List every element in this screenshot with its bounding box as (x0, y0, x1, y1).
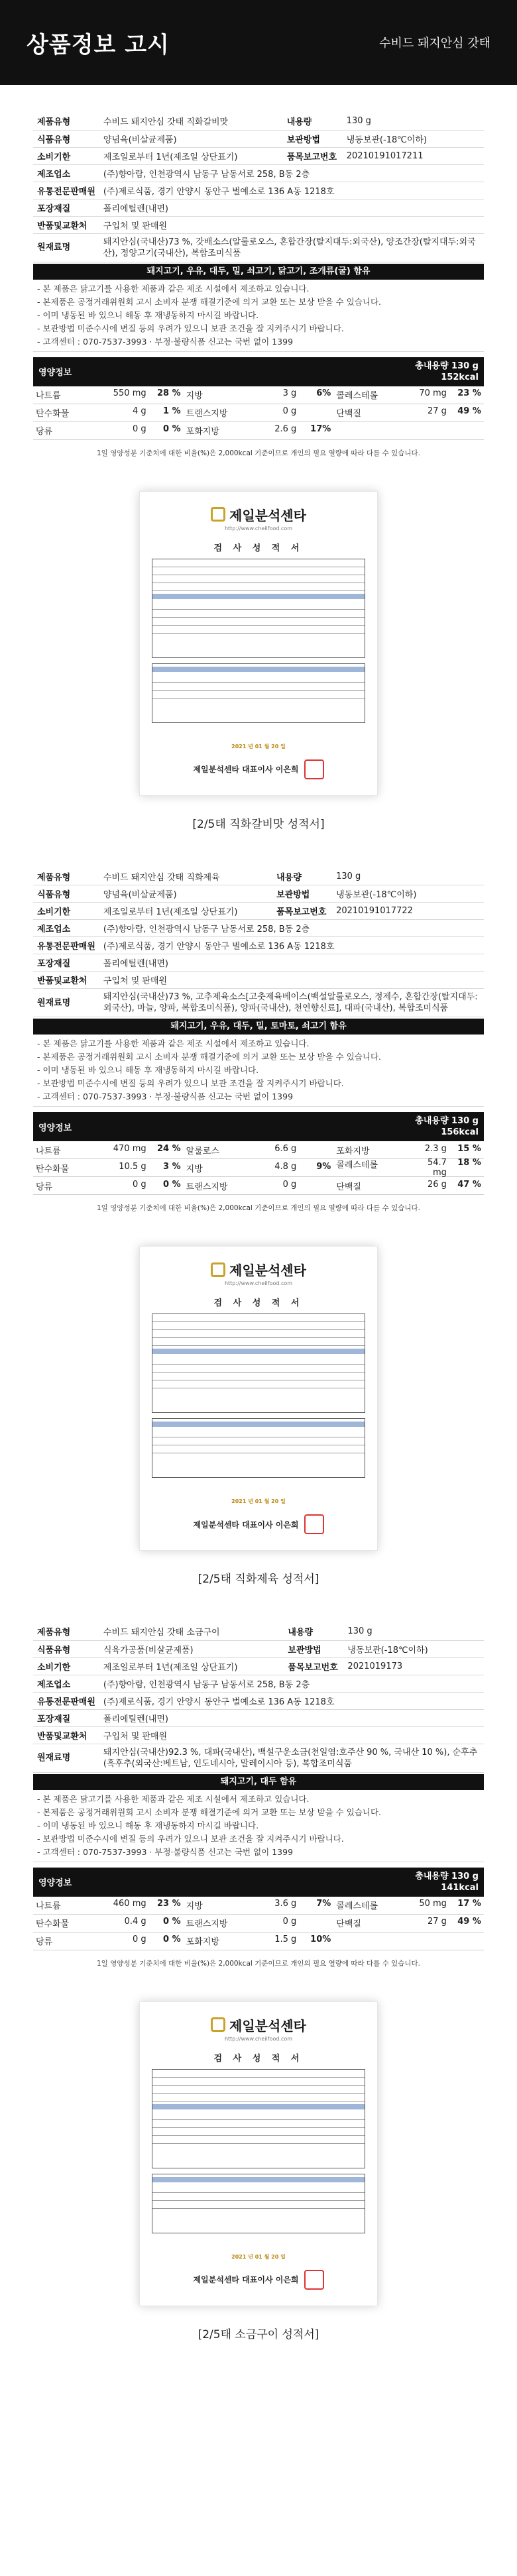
nutrient-percent (302, 406, 331, 419)
info-value: (주)제로식품, 경기 안양시 동안구 벌예소로 136 A동 1218호 (99, 1692, 484, 1709)
nutrient-percent: 28 % (156, 388, 181, 398)
certificate-table (152, 1314, 365, 1413)
nutrient-amount: 0 g (132, 1179, 146, 1190)
lab-logo-icon (211, 507, 225, 522)
nutrition-header (33, 1112, 484, 1141)
nutrient-amount: 70 mg (419, 388, 447, 398)
info-row (33, 1640, 484, 1657)
nutrient-percent: 17% (310, 424, 331, 434)
info-row (33, 1744, 484, 1772)
nutrient-name: 포화지방 (186, 1937, 219, 1947)
product-section (0, 831, 517, 1587)
info-label: 보관방법 (283, 130, 343, 147)
nutrient-percent: 0 % (163, 424, 181, 434)
certificate-results-table (152, 1418, 365, 1478)
caution-note: - 이미 냉동된 바 있으니 해동 후 재냉동하지 마시길 바랍니다. (37, 1819, 484, 1832)
nutrient-name: 포화지방 (186, 427, 219, 437)
info-label: 유통전문판매원 (33, 937, 99, 954)
nutrient-percent (302, 1180, 331, 1192)
nutrition-row (33, 1141, 484, 1159)
nutrient-amount: 27 g (427, 1917, 447, 1927)
page-header (0, 0, 517, 85)
info-label: 제품유형 (33, 868, 99, 885)
nutrition-kcal: 141kcal (441, 1882, 479, 1893)
nutrition-cell (184, 1162, 334, 1174)
nutrient-amount: 10.5 g (119, 1161, 146, 1172)
nutrition-header (33, 1868, 484, 1897)
info-row (33, 1623, 484, 1640)
nutrient-name: 나트륨 (36, 391, 61, 401)
nutrition-cell (333, 1144, 484, 1156)
product-info-table (33, 113, 484, 262)
nutrition-row (33, 386, 484, 404)
info-label: 원재료명 (33, 989, 99, 1017)
info-row (33, 1657, 484, 1675)
nutrient-amount: 0 g (132, 424, 146, 434)
certificate-date: 2021 년 01 월 20 일 (231, 2253, 286, 2260)
nutrition-cell (184, 1917, 334, 1929)
nutrition-header (33, 357, 484, 386)
nutrition-cell (184, 1934, 334, 1947)
info-row (33, 147, 484, 164)
nutrient-name: 당류 (36, 427, 53, 437)
lab-logo (152, 505, 365, 524)
info-row (33, 1709, 484, 1726)
nutrition-cell (33, 1144, 184, 1156)
lab-name: 제일분석센타 (229, 507, 306, 524)
nutrient-amount: 2.6 g (274, 424, 297, 434)
nutrient-percent: 0 % (163, 1179, 181, 1190)
lab-url: http://www.cheilfood.com (224, 1280, 293, 1286)
seal-stamp-icon (304, 759, 324, 779)
info-value: 2021019173 (343, 1657, 484, 1675)
info-label: 반품및교환처 (33, 972, 99, 989)
info-row (33, 989, 484, 1017)
info-row (33, 130, 484, 147)
nutrition-cell (184, 424, 334, 437)
info-row (33, 868, 484, 885)
info-value: (주)향아람, 인천광역시 남동구 남동서로 258, B동 2층 (99, 920, 484, 937)
certificate-signature (152, 1514, 365, 1534)
nutrient-percent: 0 % (163, 1934, 181, 1944)
nutrient-name: 나트륨 (36, 1901, 61, 1911)
certificate-wrapper (33, 491, 484, 796)
nutrition-row (33, 422, 484, 440)
info-label: 유통전문판매원 (33, 1692, 99, 1709)
certificate-table (152, 559, 365, 658)
nutrient-amount: 550 mg (113, 388, 146, 398)
caution-notes (33, 1790, 484, 1862)
info-value: 구입처 및 판매원 (99, 972, 484, 989)
info-value: 130 g (343, 1623, 484, 1640)
nutrition-row (33, 1915, 484, 1932)
info-label: 보관방법 (272, 885, 332, 903)
nutrient-percent: 49 % (457, 1917, 481, 1927)
nutrition-cell (33, 1899, 184, 1911)
lab-logo-icon (211, 1262, 225, 1277)
info-label: 제조업소 (33, 920, 99, 937)
info-value: 폴리에틸렌(내면) (99, 1709, 484, 1726)
info-row (33, 216, 484, 233)
nutrient-name: 당류 (36, 1182, 53, 1192)
nutrient-name: 알룰로스 (186, 1146, 219, 1156)
nutrition-total-amount: 총내용량 130 g (415, 1871, 479, 1881)
nutrition-total-amount: 총내용량 130 g (415, 361, 479, 371)
caution-note: - 본 제품은 닭고기를 사용한 제품과 같은 제조 시설에서 제조하고 있습니다. (37, 1793, 484, 1806)
nutrient-percent: 9% (316, 1161, 331, 1172)
nutrition-cell (333, 1899, 484, 1911)
info-value: (주)향아람, 인천광역시 남동구 남동서로 258, B동 2층 (99, 164, 484, 182)
lab-name: 제일분석센타 (229, 2017, 306, 2034)
nutrient-name: 단백질 (336, 409, 361, 419)
lab-logo-icon (211, 2017, 225, 2032)
info-label: 제품유형 (33, 1623, 99, 1640)
nutrient-amount: 3.6 g (274, 1899, 297, 1909)
info-row (33, 1692, 484, 1709)
nutrition-cell (333, 406, 484, 419)
nutrition-cell (333, 1180, 484, 1192)
nutrition-cell (33, 1162, 184, 1174)
info-value: 냉동보관(-18℃이하) (343, 130, 484, 147)
info-label: 내용량 (272, 868, 332, 885)
info-label: 내용량 (284, 1623, 343, 1640)
caution-notes (33, 1035, 484, 1107)
info-row (33, 954, 484, 972)
info-value: 제조일로부터 1년(제조일 상단표기) (99, 903, 272, 920)
info-label: 유통전문판매원 (33, 182, 99, 199)
info-label: 포장재질 (33, 199, 99, 216)
certificate-title: 검 사 성 적 서 (213, 1298, 304, 1308)
nutrition-row (33, 1897, 484, 1915)
nutrient-percent: 0 % (163, 1917, 181, 1927)
nutrient-amount: 0 g (132, 1934, 146, 1944)
nutrient-amount: 6.6 g (274, 1143, 297, 1154)
nutrition-total (415, 1115, 479, 1138)
certificate-date: 2021 년 01 월 20 일 (231, 743, 286, 750)
caution-note: - 본제품은 공정거래위원회 고시 소비자 분쟁 해결기준에 의거 교환 또는 보상 받을 수 있습니다. (37, 1806, 484, 1819)
info-value: 제조일로부터 1년(제조일 상단표기) (99, 1657, 284, 1675)
info-value: 폴리에틸렌(내면) (99, 954, 484, 972)
allergen-banner: 돼지고기, 우유, 대두, 밀, 토마토, 쇠고기 함유 (33, 1019, 484, 1035)
nutrient-percent: 17 % (457, 1899, 481, 1909)
lab-name: 제일분석센타 (229, 1262, 306, 1278)
lab-url: http://www.cheilfood.com (224, 525, 293, 532)
nutrition-cell (33, 1180, 184, 1192)
nutrient-amount: 460 mg (113, 1899, 146, 1909)
info-row (33, 972, 484, 989)
info-label: 소비기한 (33, 147, 99, 164)
caution-note: - 고객센터 : 070-7537-3993 · 부정·불량식품 신고는 국번 없이 1399 (37, 1090, 484, 1103)
nutrition-total (415, 1871, 479, 1893)
info-label: 제조업소 (33, 1675, 99, 1692)
info-row (33, 113, 484, 130)
nutrient-name: 트랜스지방 (186, 409, 228, 419)
nutrient-amount: 1.5 g (274, 1934, 297, 1944)
nutrient-percent: 7% (316, 1899, 331, 1909)
info-value: 냉동보관(-18℃이하) (343, 1640, 484, 1657)
nutrition-row (33, 404, 484, 422)
nutrient-amount: 0 g (282, 1917, 297, 1927)
certificate-signer: 제일분석센타 대표이사 이은희 (193, 765, 299, 774)
nutrition-total (415, 361, 479, 383)
info-row (33, 182, 484, 199)
nutrient-amount: 470 mg (113, 1143, 146, 1154)
lab-url: http://www.cheilfood.com (224, 2035, 293, 2042)
nutrient-amount: 50 mg (419, 1899, 447, 1909)
nutrition-cell (184, 1180, 334, 1192)
certificate-table (152, 2069, 365, 2168)
nutrient-amount: 2.3 g (424, 1143, 447, 1154)
info-label: 반품및교환처 (33, 1726, 99, 1744)
nutrient-name: 탄수화물 (36, 1164, 70, 1174)
nutrient-percent: 10% (310, 1934, 331, 1944)
nutrition-title: 영양정보 (38, 1878, 72, 1888)
nutrition-footnote: 1일 영양성분 기준치에 대한 비율(%)은 2,000kcal 기준이므로 개인의 필요 열량에 따라 다를 수 있습니다. (97, 1204, 420, 1212)
info-value: 양념육(비살균제품) (99, 885, 272, 903)
nutrient-percent: 1 % (163, 406, 181, 416)
info-value: 수비드 돼지안심 갓태 직화갈비맛 (99, 113, 283, 130)
info-label: 보관방법 (284, 1640, 343, 1657)
nutrient-percent (302, 1917, 331, 1929)
seal-stamp-icon (304, 1514, 324, 1534)
nutrition-cell (333, 1158, 484, 1178)
info-row (33, 199, 484, 216)
info-label: 원재료명 (33, 233, 99, 262)
caution-note: - 이미 냉동된 바 있으니 해동 후 재냉동하지 마시길 바랍니다. (37, 1064, 484, 1077)
info-label: 제조업소 (33, 164, 99, 182)
lab-logo (152, 1260, 365, 1279)
nutrition-cell (33, 406, 184, 419)
nutrition-cell (33, 1934, 184, 1947)
info-value: 구입처 및 판매원 (99, 216, 484, 233)
info-label: 제품유형 (33, 113, 99, 130)
nutrition-footnote: 1일 영양성분 기준치에 대한 비율(%)은 2,000kcal 기준이므로 개인의 필요 열량에 따라 다를 수 있습니다. (97, 1959, 420, 1968)
nutrition-title: 영양정보 (38, 1123, 72, 1133)
nutrition-cell (333, 1917, 484, 1929)
caution-note: - 보관방법 미준수시에 변질 등의 우려가 있으니 보관 조건을 잘 지켜주시기 바랍니다. (37, 1832, 484, 1846)
info-value: 20210191017211 (343, 147, 484, 164)
ingredients-value: 돼지안심(국내산)92.3 %, 대파(국내산), 백설구운소금(천일염:호주산 90 %, 국내산 10 %), 순후추(흑후추(외국산:베트남, 인도네시아, 말레이시아 등), 복합조미식품 (99, 1744, 484, 1772)
nutrition-cell (184, 1144, 334, 1156)
nutrition-row (33, 1177, 484, 1195)
product-section (0, 85, 517, 831)
nutrition-cell (33, 424, 184, 437)
info-label: 소비기한 (33, 1657, 99, 1675)
nutrient-percent: 47 % (457, 1179, 481, 1190)
info-label: 식품유형 (33, 885, 99, 903)
nutrient-amount: 0 g (282, 1179, 297, 1190)
nutrient-percent: 6% (316, 388, 331, 398)
caution-note: - 본 제품은 닭고기를 사용한 제품과 같은 제조 시설에서 제조하고 있습니다. (37, 1037, 484, 1050)
nutrition-cell (333, 388, 484, 401)
info-row (33, 164, 484, 182)
info-label: 반품및교환처 (33, 216, 99, 233)
nutrient-name: 콜레스테롤 (336, 391, 378, 401)
certificate-results-table (152, 663, 365, 723)
nutrient-name: 콜레스테롤 (336, 1901, 378, 1911)
certificate-wrapper (33, 1246, 484, 1551)
allergen-banner: 돼지고기, 우유, 대두, 밀, 쇠고기, 닭고기, 조개류(굴) 함유 (33, 264, 484, 280)
nutrient-name: 콜레스테롤 (336, 1160, 378, 1170)
certificate-title: 검 사 성 적 서 (213, 2053, 304, 2064)
caution-note: - 보관방법 미준수시에 변질 등의 우려가 있으니 보관 조건을 잘 지켜주시기 바랍니다. (37, 322, 484, 335)
caution-note: - 본제품은 공정거래위원회 고시 소비자 분쟁 해결기준에 의거 교환 또는 보상 받을 수 있습니다. (37, 1050, 484, 1064)
nutrition-row (33, 1932, 484, 1950)
info-label: 품목보고번호 (283, 147, 343, 164)
info-value: (주)제로식품, 경기 안양시 동안구 벌예소로 136 A동 1218호 (99, 182, 484, 199)
nutrient-amount: 0 g (282, 406, 297, 416)
certificate-title: 검 사 성 적 서 (213, 543, 304, 553)
info-label: 소비기한 (33, 903, 99, 920)
nutrient-amount: 4 g (132, 406, 146, 416)
seal-stamp-icon (304, 2270, 324, 2290)
caution-note: - 고객센터 : 070-7537-3993 · 부정·불량식품 신고는 국번 없이 1399 (37, 335, 484, 349)
info-label: 품목보고번호 (284, 1657, 343, 1675)
ingredients-value: 돼지안심(국내산)73 %, 갓배소스(알룰로오스, 혼합간장(탈지대두:외국산), 양조간장(탈지대두:외국산), 정양고기(국내산), 복합조미식품 (99, 233, 484, 262)
nutrition-title: 영양정보 (38, 368, 72, 378)
product-info-table (33, 868, 484, 1018)
test-certificate-image (139, 1246, 378, 1551)
product-info-table (33, 1623, 484, 1773)
info-label: 포장재질 (33, 954, 99, 972)
nutrient-amount: 26 g (427, 1179, 447, 1190)
info-value: 수비드 돼지안심 갓태 소금구이 (99, 1623, 284, 1640)
nutrient-name: 지방 (186, 1901, 203, 1911)
info-value: 130 g (332, 868, 484, 885)
caution-note: - 본제품은 공정거래위원회 고시 소비자 분쟁 해결기준에 의거 교환 또는 보상 받을 수 있습니다. (37, 296, 484, 309)
nutrient-percent: 23 % (156, 1899, 181, 1909)
info-value: 제조일로부터 1년(제조일 상단표기) (99, 147, 283, 164)
caution-note: - 본 제품은 닭고기를 사용한 제품과 같은 제조 시설에서 제조하고 있습니다. (37, 282, 484, 296)
nutrient-name: 지방 (186, 1164, 203, 1174)
info-value: 폴리에틸렌(내면) (99, 199, 484, 216)
info-value: (주)제로식품, 경기 안양시 동안구 벌예소로 136 A동 1218호 (99, 937, 484, 954)
certificate-signature (152, 759, 365, 779)
caution-note: - 고객센터 : 070-7537-3993 · 부정·불량식품 신고는 국번 없이 1399 (37, 1846, 484, 1859)
info-row (33, 233, 484, 262)
allergen-banner: 돼지고기, 대두 함유 (33, 1774, 484, 1790)
info-value: 냉동보관(-18℃이하) (332, 885, 484, 903)
nutrition-total-amount: 총내용량 130 g (415, 1116, 479, 1126)
nutrition-row (33, 1159, 484, 1177)
certificate-date: 2021 년 01 월 20 일 (231, 1498, 286, 1504)
nutrient-amount: 3 g (282, 388, 297, 398)
info-value: 130 g (343, 113, 484, 130)
caution-note: - 이미 냉동된 바 있으니 해동 후 재냉동하지 마시길 바랍니다. (37, 309, 484, 322)
nutrition-cell (184, 388, 334, 401)
nutrient-percent: 24 % (156, 1143, 181, 1154)
info-row (33, 1726, 484, 1744)
info-row (33, 937, 484, 954)
nutrient-percent: 49 % (457, 406, 481, 416)
lab-logo (152, 2015, 365, 2035)
nutrition-cell (184, 1899, 334, 1911)
info-label: 식품유형 (33, 1640, 99, 1657)
info-value: 수비드 돼지안심 갓태 직화제육 (99, 868, 272, 885)
certificate-caption: [2/5태 직화갈비맛 성적서] (192, 817, 325, 831)
nutrient-name: 지방 (186, 391, 203, 401)
certificate-caption: [2/5태 소금구이 성적서] (198, 2327, 319, 2341)
nutrient-amount: 4.8 g (274, 1161, 297, 1172)
nutrient-percent: 23 % (457, 388, 481, 398)
nutrient-name: 단백질 (336, 1919, 361, 1929)
certificate-signer: 제일분석센타 대표이사 이은희 (193, 2275, 299, 2284)
certificate-caption: [2/5태 직화제육 성적서] (198, 1573, 319, 1586)
nutrient-name: 트랜스지방 (186, 1919, 228, 1929)
test-certificate-image (139, 2001, 378, 2306)
nutrient-name: 단백질 (336, 1182, 361, 1192)
info-value: 20210191017722 (332, 903, 484, 920)
nutrient-percent (302, 1144, 331, 1156)
info-label: 내용량 (283, 113, 343, 130)
page-title: 상품정보 고시 (27, 31, 170, 58)
nutrition-footnote: 1일 영양성분 기준치에 대한 비율(%)은 2,000kcal 기준이므로 개인의 필요 열량에 따라 다를 수 있습니다. (97, 449, 420, 457)
nutrition-cell (33, 388, 184, 401)
info-label: 품목보고번호 (272, 903, 332, 920)
nutrition-cell (184, 406, 334, 419)
nutrient-percent: 18 % (457, 1158, 481, 1168)
info-row (33, 1675, 484, 1692)
nutrient-name: 포화지방 (336, 1146, 370, 1156)
page-subtitle: 수비드 돼지안심 갓태 (379, 36, 490, 50)
info-value: 양념육(비살균제품) (99, 130, 283, 147)
nutrient-amount: 54.7 mg (427, 1158, 447, 1178)
info-label: 포장재질 (33, 1709, 99, 1726)
nutrient-amount: 0.4 g (124, 1917, 146, 1927)
info-value: (주)향아람, 인천광역시 남동구 남동서로 258, B동 2층 (99, 1675, 484, 1692)
nutrient-name: 탄수화물 (36, 1919, 70, 1929)
certificate-signer: 제일분석센타 대표이사 이은희 (193, 1520, 299, 1530)
info-row (33, 903, 484, 920)
info-value: 식육가공품(비살균제품) (99, 1640, 284, 1657)
test-certificate-image (139, 491, 378, 796)
ingredients-value: 돼지안심(국내산)73 %, 고추제육소스[고춧제육베이스(백설알룰로오스, 정제수, 혼합간장(탈지대두:외국산), 마늘, 양파, 복합조미식품), 양파(국내산), 천연향신료], 대파(국내산), 복합조미식품 (99, 989, 484, 1017)
nutrient-name: 나트륨 (36, 1146, 61, 1156)
nutrient-name: 당류 (36, 1937, 53, 1947)
nutrient-percent: 3 % (163, 1161, 181, 1172)
nutrition-kcal: 156kcal (441, 1127, 479, 1137)
info-label: 원재료명 (33, 1744, 99, 1772)
nutrition-kcal: 152kcal (441, 372, 479, 382)
info-row (33, 920, 484, 937)
caution-notes (33, 280, 484, 352)
nutrition-cell (33, 1917, 184, 1929)
caution-note: - 보관방법 미준수시에 변질 등의 우려가 있으니 보관 조건을 잘 지켜주시기 바랍니다. (37, 1077, 484, 1090)
certificate-wrapper (33, 2001, 484, 2306)
product-sections (0, 85, 517, 2341)
nutrient-name: 탄수화물 (36, 409, 70, 419)
info-label: 식품유형 (33, 130, 99, 147)
info-value: 구입처 및 판매원 (99, 1726, 484, 1744)
certificate-results-table (152, 2174, 365, 2233)
nutrient-percent: 15 % (457, 1143, 481, 1154)
nutrient-name: 트랜스지방 (186, 1182, 228, 1192)
certificate-signature (152, 2270, 365, 2290)
info-row (33, 885, 484, 903)
product-section (0, 1586, 517, 2341)
nutrient-amount: 27 g (427, 406, 447, 416)
